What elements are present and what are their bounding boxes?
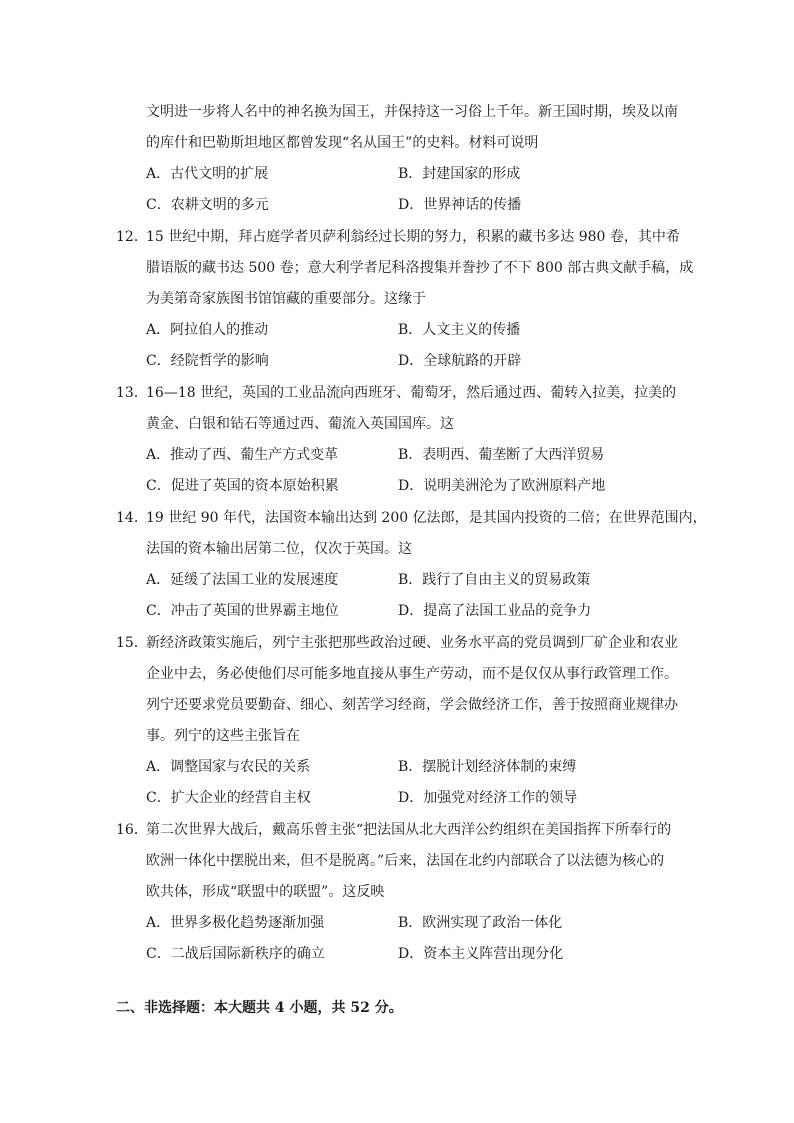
q16-option-c[interactable]: C．二战后国际新秩序的确立 — [146, 946, 325, 962]
q15-option-a[interactable]: A．调整国家与农民的关系 — [146, 759, 311, 775]
q14-option-b[interactable]: B．践行了自由主义的贸易政策 — [398, 572, 591, 588]
q16-text-line-1: 第二次世界大战后，戴高乐曾主张“把法国从北大西洋公约组织在美国指挥下所奉行的 — [146, 822, 672, 838]
q14-option-c[interactable]: C．冲击了英国的世界霸主地位 — [146, 603, 339, 619]
q13-number: 13． — [116, 385, 148, 401]
q16-text-line-3: 欧共体，形成“联盟中的联盟”。这反映 — [146, 884, 385, 900]
q12-number: 12． — [116, 229, 148, 245]
q13-option-a[interactable]: A．推动了西、葡生产方式变革 — [146, 447, 339, 463]
q15-text-line-4: 事。列宁的这些主张旨在 — [146, 728, 300, 744]
q14-option-a[interactable]: A．延缓了法国工业的发展速度 — [146, 572, 339, 588]
q11-text-line-2: 的库什和巴勒斯坦地区都曾发现“名从国王”的史料。材料可说明 — [146, 135, 539, 151]
q13-option-d[interactable]: D．说明美洲沦为了欧洲原料产地 — [398, 478, 606, 494]
q14-option-d[interactable]: D．提高了法国工业品的竞争力 — [398, 603, 592, 619]
q11-text-line-1: 文明进一步将人名中的神名换为国王，并保持这一习俗上千年。新王国时期，埃及以南 — [146, 104, 678, 120]
q12-option-b[interactable]: B．人文主义的传播 — [398, 322, 521, 338]
q12-option-c[interactable]: C．经院哲学的影响 — [146, 353, 269, 369]
q14-text-line-1: 19 世纪 90 年代，法国资本输出达到 200 亿法郎，是其国内投资的二倍；在世界范围内， — [146, 510, 707, 526]
section-heading-non-choice: 二、非选择题：本大题共 4 小题，共 52 分。 — [116, 1000, 403, 1016]
q13-option-b[interactable]: B．表明西、葡垄断了大西洋贸易 — [398, 447, 605, 463]
q16-text-line-2: 欧洲一体化中摆脱出来，但不是脱离。”后来，法国在北约内部联合了以法德为核心的 — [146, 853, 665, 869]
q15-text-line-1: 新经济政策实施后，列宁主张把那些政治过硬、业务水平高的党员调到厂矿企业和农业 — [146, 635, 678, 651]
q11-option-a[interactable]: A．古代文明的扩展 — [146, 166, 269, 182]
q16-option-b[interactable]: B．欧洲实现了政治一体化 — [398, 915, 563, 931]
q12-option-a[interactable]: A．阿拉伯人的推动 — [146, 322, 269, 338]
q13-text-line-1: 16—18 世纪，英国的工业品流向西班牙、葡萄牙，然后通过西、葡转入拉美，拉美的 — [146, 385, 677, 401]
q11-option-c[interactable]: C．农耕文明的多元 — [146, 197, 269, 213]
q15-text-line-3: 列宁还要求党员要勤奋、细心、刻苦学习经商，学会做经济工作，善于按照商业规律办 — [146, 697, 678, 713]
q15-number: 15． — [116, 635, 148, 651]
q11-option-d[interactable]: D．世界神话的传播 — [398, 197, 522, 213]
q12-text-line-1: 15 世纪中期，拜占庭学者贝萨利翁经过长期的努力，积累的藏书多达 980 卷，其中希 — [146, 229, 680, 245]
q15-option-b[interactable]: B．摆脱计划经济体制的束缚 — [398, 759, 577, 775]
q15-text-line-2: 企业中去，务必使他们尽可能多地直接从事生产劳动，而不是仅仅从事行政管理工作。 — [146, 666, 678, 682]
q15-option-d[interactable]: D．加强党对经济工作的领导 — [398, 790, 578, 806]
q15-option-c[interactable]: C．扩大企业的经营自主权 — [146, 790, 311, 806]
q16-option-d[interactable]: D．资本主义阵营出现分化 — [398, 946, 564, 962]
q11-option-b[interactable]: B．封建国家的形成 — [398, 166, 521, 182]
q12-text-line-3: 为美第奇家族图书馆馆藏的重要部分。这缘于 — [146, 291, 426, 307]
q13-text-line-2: 黄金、白银和钻石等通过西、葡流入英国国库。这 — [146, 416, 454, 432]
q14-number: 14． — [116, 510, 148, 526]
q16-option-a[interactable]: A．世界多极化趋势逐渐加强 — [146, 915, 325, 931]
q12-text-line-2: 腊语版的藏书达 500 卷；意大利学者尼科洛搜集并誊抄了不下 800 部古典文献手稿，成 — [146, 260, 694, 276]
q13-option-c[interactable]: C．促进了英国的资本原始积累 — [146, 478, 339, 494]
q16-number: 16． — [116, 822, 148, 838]
q12-option-d[interactable]: D．全球航路的开辟 — [398, 353, 522, 369]
q14-text-line-2: 法国的资本输出居第二位，仅次于英国。这 — [146, 541, 412, 557]
